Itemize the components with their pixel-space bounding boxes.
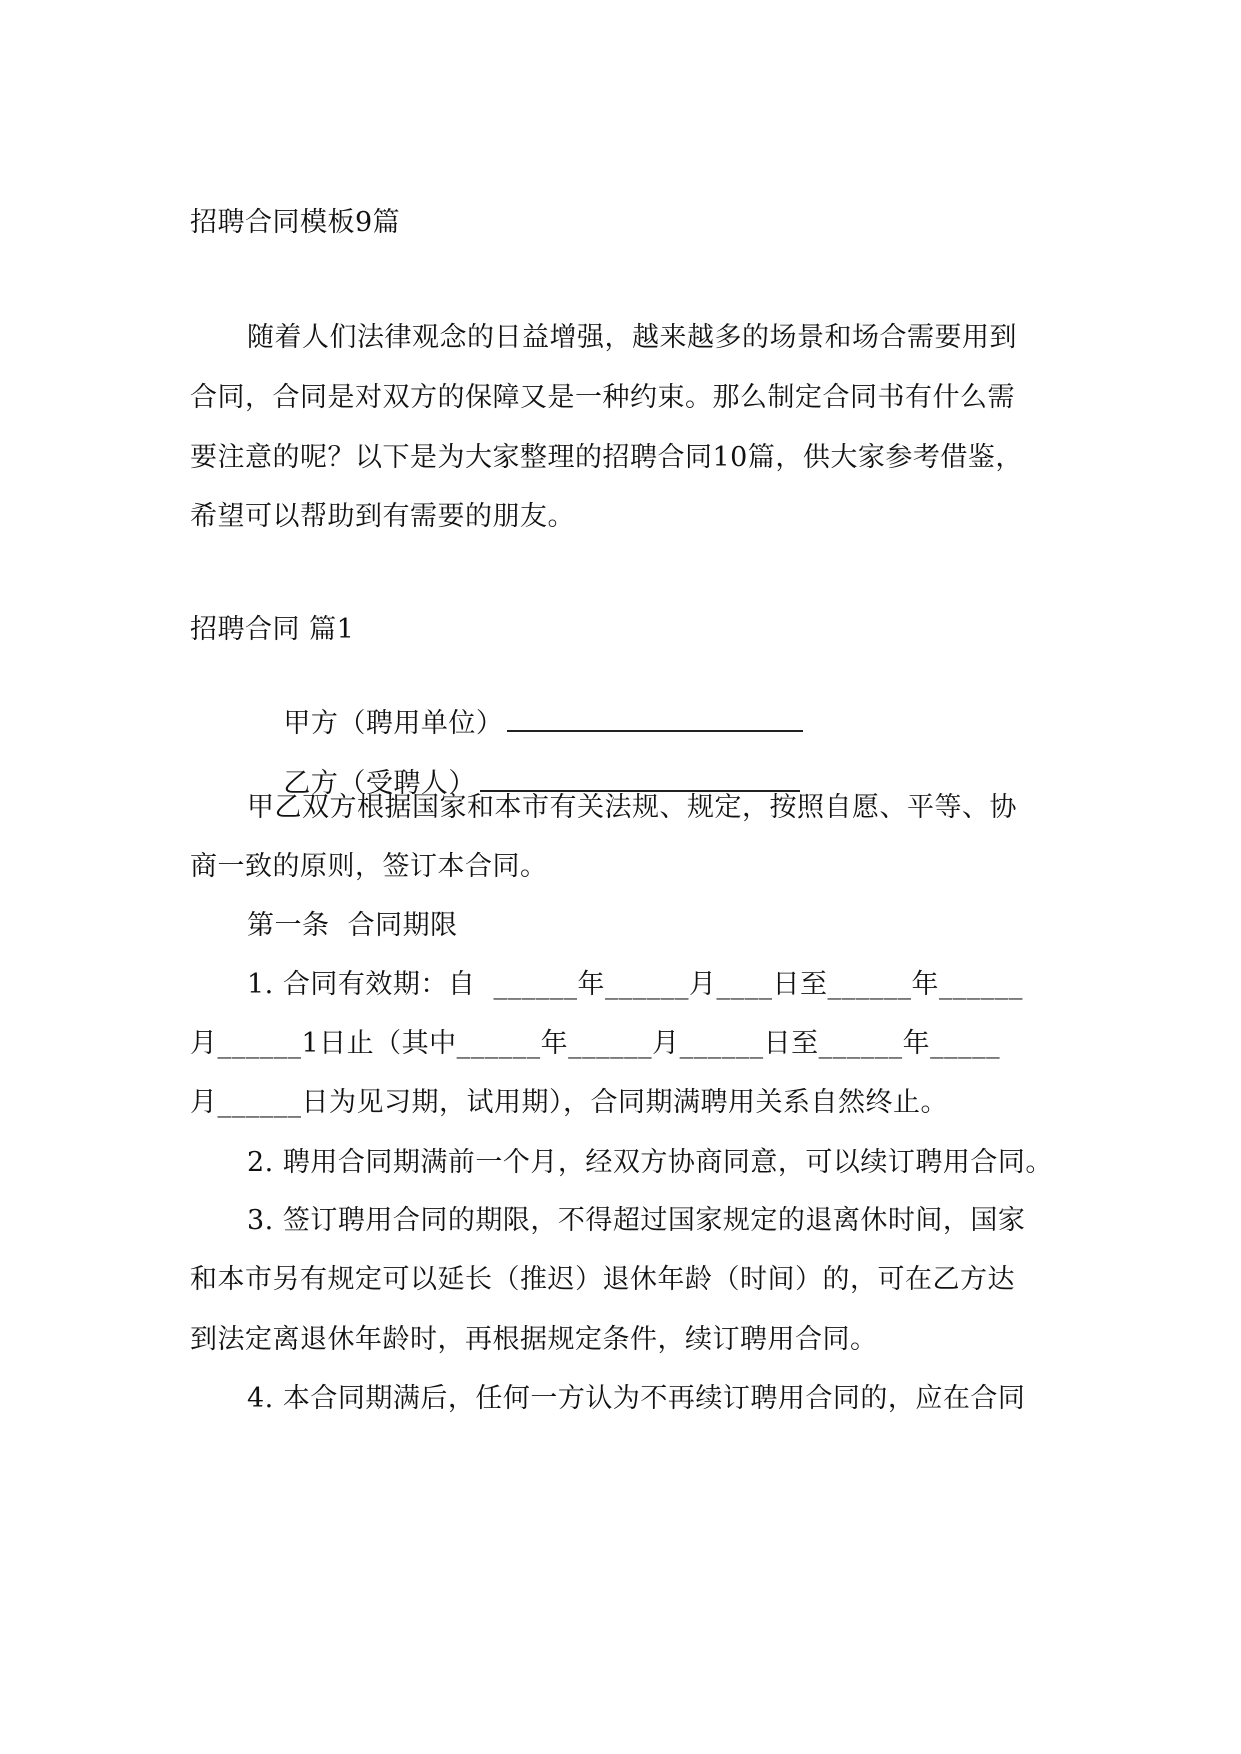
intro-line-3: 要注意的呢？以下是为大家整理的招聘合同10篇，供大家参考借鉴，: [190, 442, 1023, 473]
preamble-line-2: 商一致的原则，签订本合同。: [190, 851, 548, 882]
intro-line-2: 合同，合同是对双方的保障又是一种约束。那么制定合同书有什么需: [190, 382, 1015, 413]
preamble-line-1: 甲乙双方根据国家和本市有关法规、规定，按照自愿、平等、协: [247, 792, 1017, 823]
section-heading: 招聘合同 篇1: [190, 614, 355, 645]
clause-3-line-3: 到法定离退休年龄时，再根据规定条件，续订聘用合同。: [190, 1324, 878, 1355]
clause-3-line-2: 和本市另有规定可以延长（推迟）退休年龄（时间）的，可在乙方达: [190, 1264, 1015, 1295]
document-title: 招聘合同模板9篇: [190, 207, 401, 238]
clause-1-line-3: 月______日为见习期，试用期），合同期满聘用关系自然终止。: [190, 1087, 948, 1118]
party-a-blank: [507, 706, 803, 732]
clause-1-line-2: 月______1日止（其中______年______月______日至______年_____: [190, 1028, 1001, 1059]
party-a-label: 甲方（聘用单位）: [283, 708, 504, 739]
party-b-label: 乙方（受聘人）: [283, 768, 476, 799]
intro-line-1: 随着人们法律观念的日益增强，越来越多的场景和场合需要用到: [247, 322, 1017, 353]
party-b-blank: [480, 766, 800, 792]
clause-2-line: 2. 聘用合同期满前一个月，经双方协商同意，可以续订聘用合同。: [247, 1147, 1053, 1178]
clause-1-line-1: 1. 合同有效期：自 ______年______月____日至______年______: [247, 969, 1024, 1000]
clause-3-line-1: 3. 签订聘用合同的期限，不得超过国家规定的退离休时间，国家: [247, 1205, 1026, 1236]
intro-line-4: 希望可以帮助到有需要的朋友。: [190, 501, 575, 532]
article-1-heading: 第一条 合同期限: [247, 910, 458, 941]
clause-4-line: 4. 本合同期满后，任何一方认为不再续订聘用合同的，应在合同: [247, 1383, 1026, 1414]
